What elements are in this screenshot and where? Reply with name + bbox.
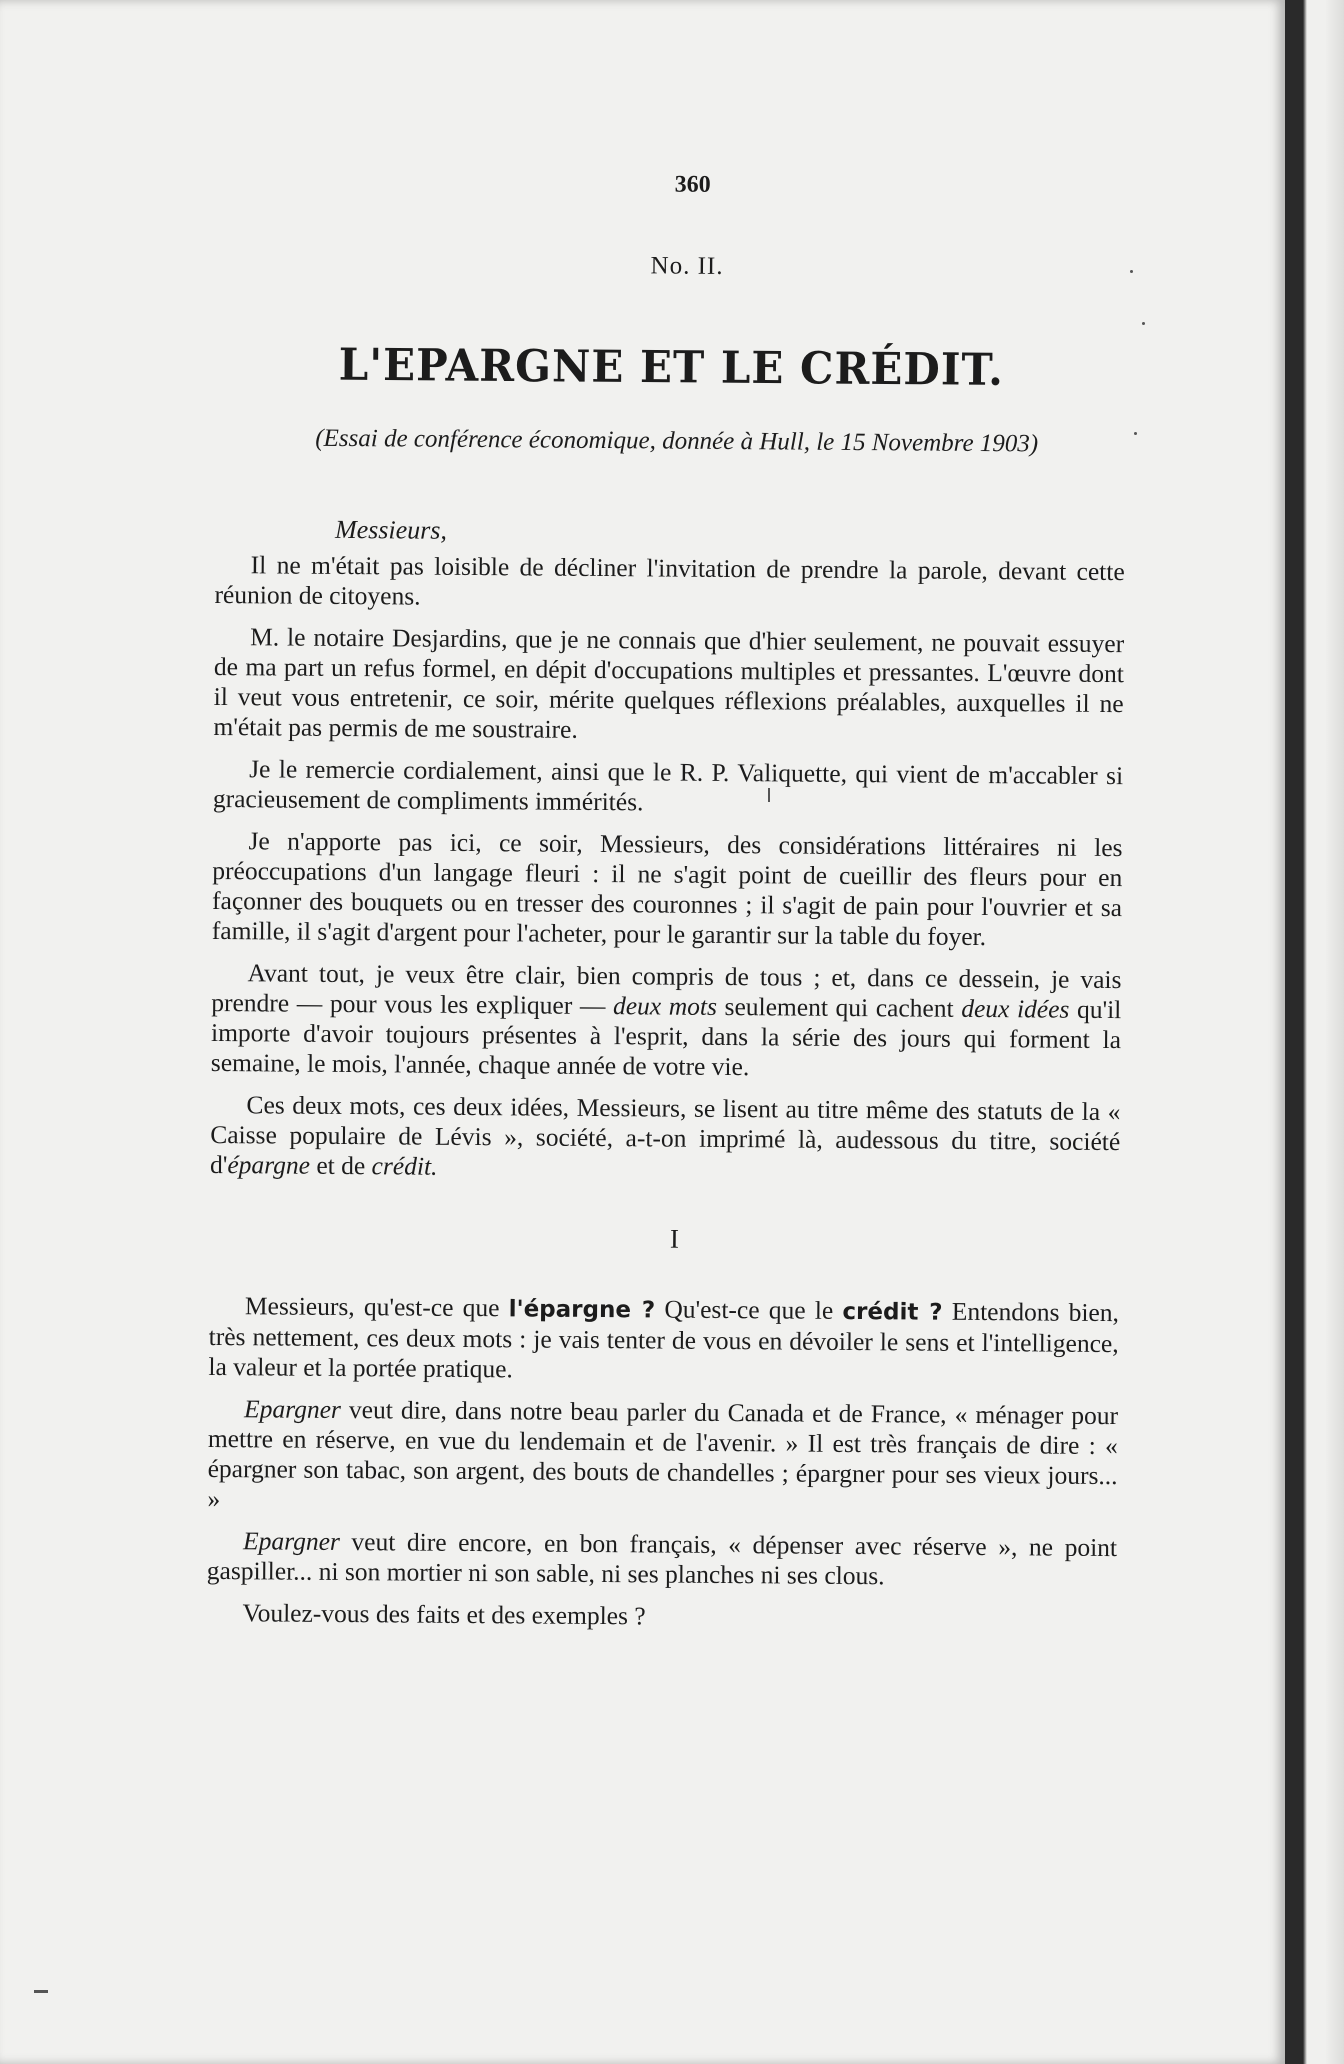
emphasis-text: crédit. — [371, 1151, 438, 1181]
emphasis-text: épargne — [227, 1150, 311, 1180]
paragraph — [210, 1090, 1121, 1187]
paragraph-text: Avant tout, je veux être clair, bien compris de tous ; et, dans ce dessein, je vais prendre — pour vous les expliquer — — [211, 958, 1122, 1021]
page-number: 360 — [674, 171, 711, 198]
document-number: No. II. — [650, 252, 724, 280]
paragraph-text: Ces deux mots, ces deux idées, Messieurs, se lisent au titre même des statuts de la « Caisse populaire de Lévis », société, a-t-on imprimé là, audessous du titre, société d' — [209, 1090, 1121, 1180]
paragraph-text: Entendons bien, très nettement, ces deux mots : je vais tenter de vous en dévoiler le sens et l'intelligence, la valeur et la portée pratique. — [208, 1296, 1120, 1384]
paragraph — [207, 1526, 1117, 1593]
paragraph: M. le notaire Desjardins, que je ne connais que d'hier seulement, ne pouvait essuyer de ma part un refus formel, en dépit d'occupations multiples et pressantes. L'œuvre dont il veut vous entretenir, ce soir, mérite quelques réflexions préalables, auxquelles il ne m'était pas permis de me soustraire. — [213, 622, 1125, 744]
emphasis-text: deux idées — [961, 993, 1070, 1024]
paragraph: Je le remercie cordialement, ainsi que le R. P. Valiquette, qui vient de m'accabler si gracieusement de compliments immérités. — [212, 754, 1124, 817]
paper-speck — [1142, 322, 1145, 325]
paragraph-text: Messieurs, qu'est-ce que — [244, 1291, 500, 1323]
paragraph — [207, 1394, 1118, 1521]
paragraph: Je n'apporte pas ici, ce soir, Messieurs, des considérations littéraires ni les préoccupations d'un langage fleuri : il ne s'agit point de cueillir des fleurs pour en façonner des bouquets ou en tresser des couronnes ; il s'agit de pain pour l'ouvrier et sa famille, il s'agit d'argent pour l'acheter, pour le garantir sur la table du foyer. — [211, 826, 1123, 952]
paragraph-text: veut dire, dans notre beau parler du Canada et de France, « ménager pour mettre en réserve, en vue du lendemain et de l'avenir. » Il est très français de dire : « épargner son tabac, son argent, des bouts de chandelles ; épargner pour ses vieux jours... » — [207, 1395, 1119, 1514]
emphasis-text: deux mots — [612, 991, 718, 1021]
document-title: L'EPARGNE ET LE CRÉDIT. — [338, 338, 1005, 396]
paper-speck — [1130, 270, 1133, 273]
paragraph-text: Qu'est-ce que le — [664, 1294, 834, 1325]
paper-speck — [34, 1990, 48, 1993]
bold-term: l'épargne ? — [508, 1296, 656, 1324]
paragraph-text: seulement qui cachent — [724, 992, 954, 1023]
emphasis-text: Epargner — [244, 1394, 342, 1425]
paragraph — [208, 1291, 1119, 1389]
paper-speck — [1134, 432, 1137, 435]
emphasis-text: Epargner — [242, 1526, 340, 1556]
document-subtitle: (Essai de conférence économique, donnée à Hull, le 15 Novembre 1903) — [315, 424, 1039, 458]
paragraph: Voulez-vous des faits et des exemples ? — [242, 1598, 646, 1631]
section-numeral: I — [669, 1223, 680, 1254]
salutation: Messieurs, — [334, 514, 448, 545]
next-page-edge — [1285, 0, 1344, 2064]
page-content — [206, 150, 1128, 1647]
paragraph-text: qu'il importe d'avoir toujours présentes à l'esprit, dans la série des jours qui forment la semaine, le mois, l'année, chaque année de votre vie. — [210, 994, 1122, 1082]
paragraph-text: veut dire encore, en bon français, « dépenser avec réserve », ne point gaspiller... ni son mortier ni son sable, ni ses planches ni ses clous. — [206, 1527, 1118, 1591]
bold-term: crédit ? — [842, 1298, 943, 1326]
paragraph-text: et de — [316, 1150, 366, 1181]
paragraph: Il ne m'était pas loisible de décliner l'invitation de prendre la parole, devant cette réunion de citoyens. — [214, 550, 1125, 611]
paragraph — [211, 958, 1122, 1085]
